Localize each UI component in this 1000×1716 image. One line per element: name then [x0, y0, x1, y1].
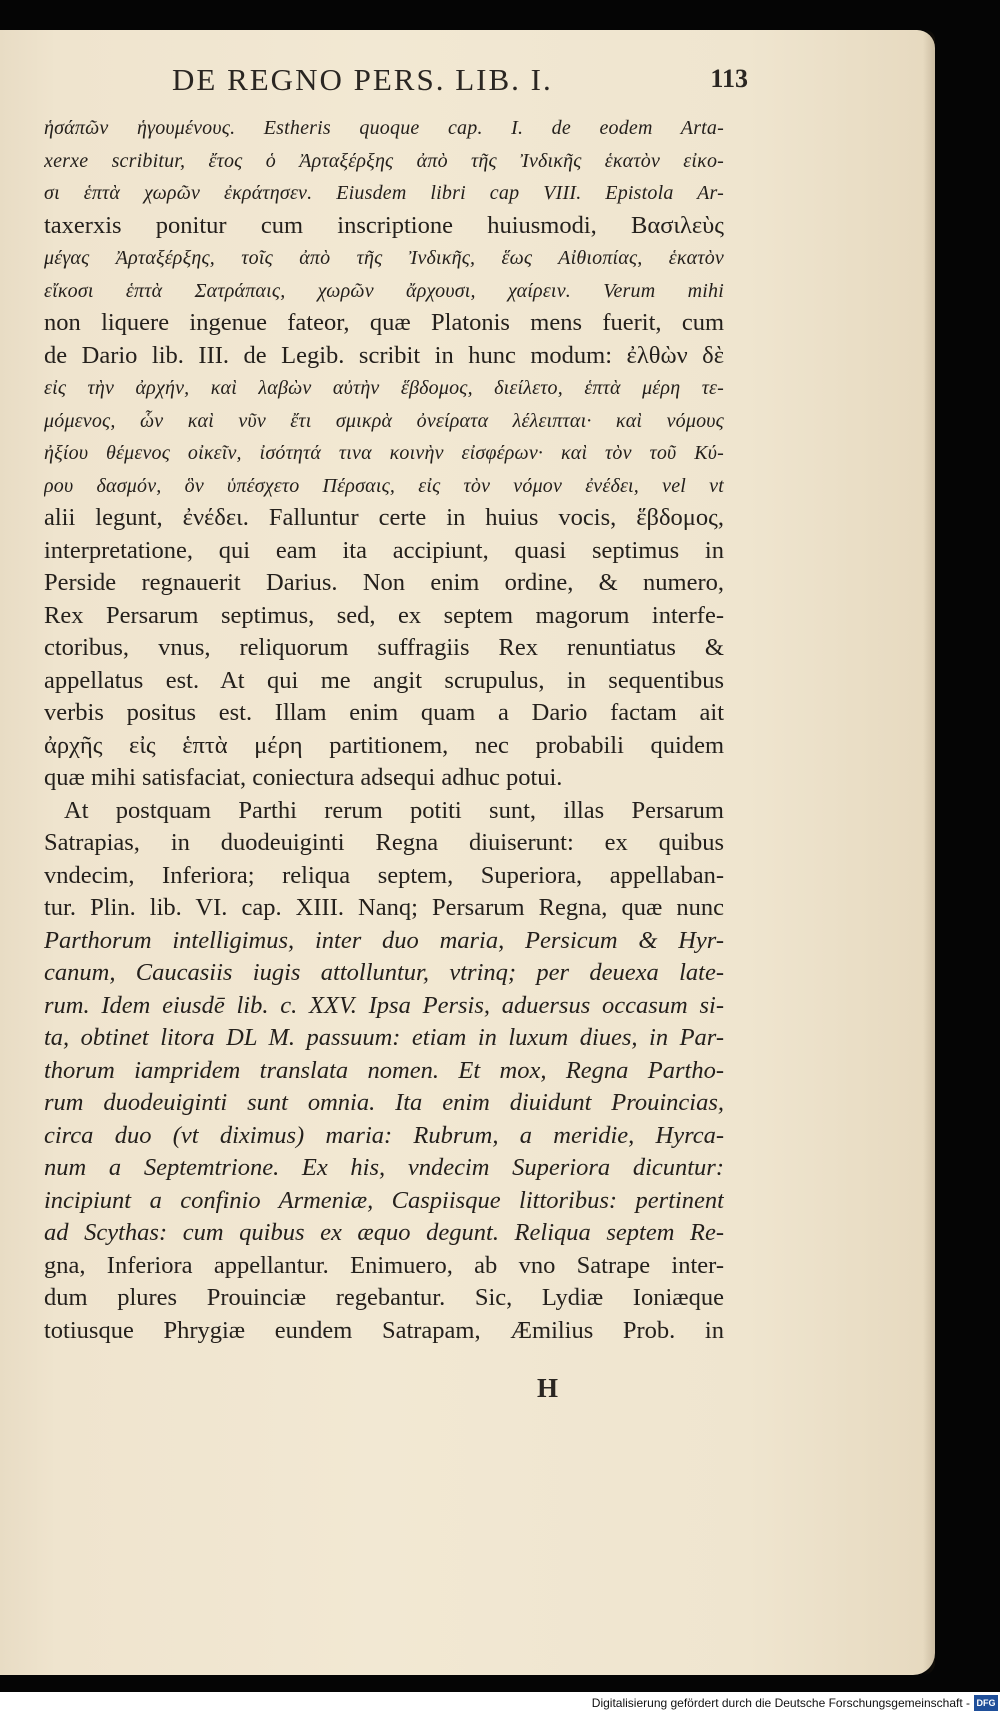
- text-line: gna, Inferiora appellantur. Enimuero, ab vno Satrape inter-: [44, 1251, 724, 1279]
- text-line: ad Scythas: cum quibus ex æquo degunt. Reliqua septem Re-: [44, 1219, 724, 1246]
- text-line: xerxe scribitur, ἔτος ὁ Ἀρταξέρξης ἀπὸ τῆς Ἰνδικῆς ἑκατὸν εἰκο-: [44, 149, 724, 172]
- page-number: 113: [710, 64, 748, 93]
- text-line: totiusque Phrygiæ eundem Satrapam, Æmilius Prob. in: [44, 1316, 724, 1344]
- text-line: At postquam Parthi rerum potiti sunt, illas Persarum: [64, 796, 724, 824]
- catchword: H: [537, 1373, 559, 1403]
- text-line: verbis positus est. Illam enim quam a Dario factam ait: [44, 699, 724, 726]
- text-line: ἡσάπῶν ἡγουμένους. Estheris quoque cap. I. de eodem Arta-: [44, 117, 724, 139]
- text-line: Satrapias, in duodeuiginti Regna diuiserunt: ex quibus: [44, 829, 724, 856]
- text-line: rum. Idem eiusdē lib. c. XXV. Ipsa Persis, aduersus occasum si-: [44, 991, 724, 1019]
- text-line: Parthorum intelligimus, inter duo maria, Persicum & Hyr-: [44, 926, 724, 954]
- text-line: non liquere ingenue fateor, quæ Platonis mens fuerit, cum: [44, 309, 724, 336]
- running-head: DE REGNO PERS. LIB. I.: [172, 62, 553, 97]
- text-line: μόμενος, ὧν καὶ νῦν ἔτι σμικρὰ ὀνείρατα λέλειπται· καὶ νόμους: [44, 409, 724, 432]
- text-line: taxerxis ponitur cum inscriptione huiusmodi, Βασιλεὺς: [44, 211, 724, 239]
- text-line: σι ἑπτὰ χωρῶν ἐκράτησεν. Eiusdem libri cap VIII. Epistola Ar-: [44, 182, 724, 204]
- text-line: tur. Plin. lib. VI. cap. XIII. Nanq; Persarum Regna, quæ nunc: [44, 894, 724, 921]
- text-line: μέγας Ἀρταξέρξης, τοῖς ἀπὸ τῆς Ἰνδικῆς, ἕως Αἰθιοπίας, ἑκατὸν: [44, 247, 724, 269]
- text-line: rum duodeuiginti sunt omnia. Ita enim diuidunt Prouincias,: [44, 1089, 724, 1116]
- text-line: ἠξίου θέμενος οἰκεῖν, ἰσότητά τινα κοινὴν εἰσφέρων· καὶ τὸν τοῦ Κύ-: [44, 442, 724, 464]
- text-line: thorum iampridem translata nomen. Et mox, Regna Partho-: [44, 1056, 724, 1084]
- body-text: [44, 112, 724, 1347]
- text-line: ctoribus, vnus, reliquorum suffragiis Rex renuntiatus &: [44, 634, 724, 661]
- text-line: quæ mihi satisfaciat, coniectura adsequi adhuc potui.: [44, 764, 563, 791]
- text-line: alii legunt, ἐνέδει. Falluntur certe in huius vocis, ἕβδομος,: [44, 504, 724, 531]
- text-line: de Dario lib. III. de Legib. scribit in hunc modum: ἐλθὼν δὲ: [44, 341, 724, 369]
- text-line: εἰς τὴν ἀρχήν, καὶ λαβὼν αὐτὴν ἕβδομος, διείλετο, ἑπτὰ μέρη τε-: [44, 377, 724, 399]
- dfg-logo: DFG: [974, 1695, 998, 1711]
- text-line: Rex Persarum septimus, sed, ex septem magorum interfe-: [44, 601, 724, 629]
- footer-bar: [0, 1692, 1000, 1716]
- page-edge-shadow: [923, 30, 935, 1675]
- text-line: appellatus est. At qui me angit scrupulus, in sequentibus: [44, 666, 724, 694]
- text-line: Perside regnauerit Darius. Non enim ordine, & numero,: [44, 569, 724, 596]
- text-line: num a Septemtrione. Ex his, vndecim Superiora dicuntur:: [44, 1154, 724, 1181]
- text-line: ρου δασμόν, ὃν ὑπέσχετο Πέρσαις, εἰς τὸν νόμον ἐνέδει, vel vt: [44, 474, 724, 497]
- text-line: vndecim, Inferiora; reliqua septem, Superiora, appellaban-: [44, 861, 724, 889]
- text-line: circa duo (vt diximus) maria: Rubrum, a meridie, Hyrca-: [44, 1121, 724, 1149]
- text-line: dum plures Prouinciæ regebantur. Sic, Lydiæ Ioniæque: [44, 1284, 724, 1311]
- text-line: interpretatione, qui eam ita accipiunt, quasi septimus in: [44, 536, 724, 564]
- text-line: ἀρχῆς εἰς ἑπτὰ μέρη partitionem, nec probabili quidem: [44, 731, 724, 759]
- text-line: εἴκοσι ἑπτὰ Σατράπαις, χωρῶν ἄρχουσι, χαίρειν. Verum mihi: [44, 279, 724, 302]
- text-line: incipiunt a confinio Armeniæ, Caspiisque littoribus: pertinent: [44, 1186, 724, 1214]
- text-line: ta, obtinet litora DL M. passuum: etiam in luxum diues, in Par-: [44, 1024, 724, 1051]
- text-line: canum, Caucasiis iugis attolluntur, vtrinq; per deuexa late-: [44, 959, 724, 986]
- footer-credit: Digitalisierung gefördert durch die Deutsche Forschungsgemeinschaft -: [591, 1696, 970, 1710]
